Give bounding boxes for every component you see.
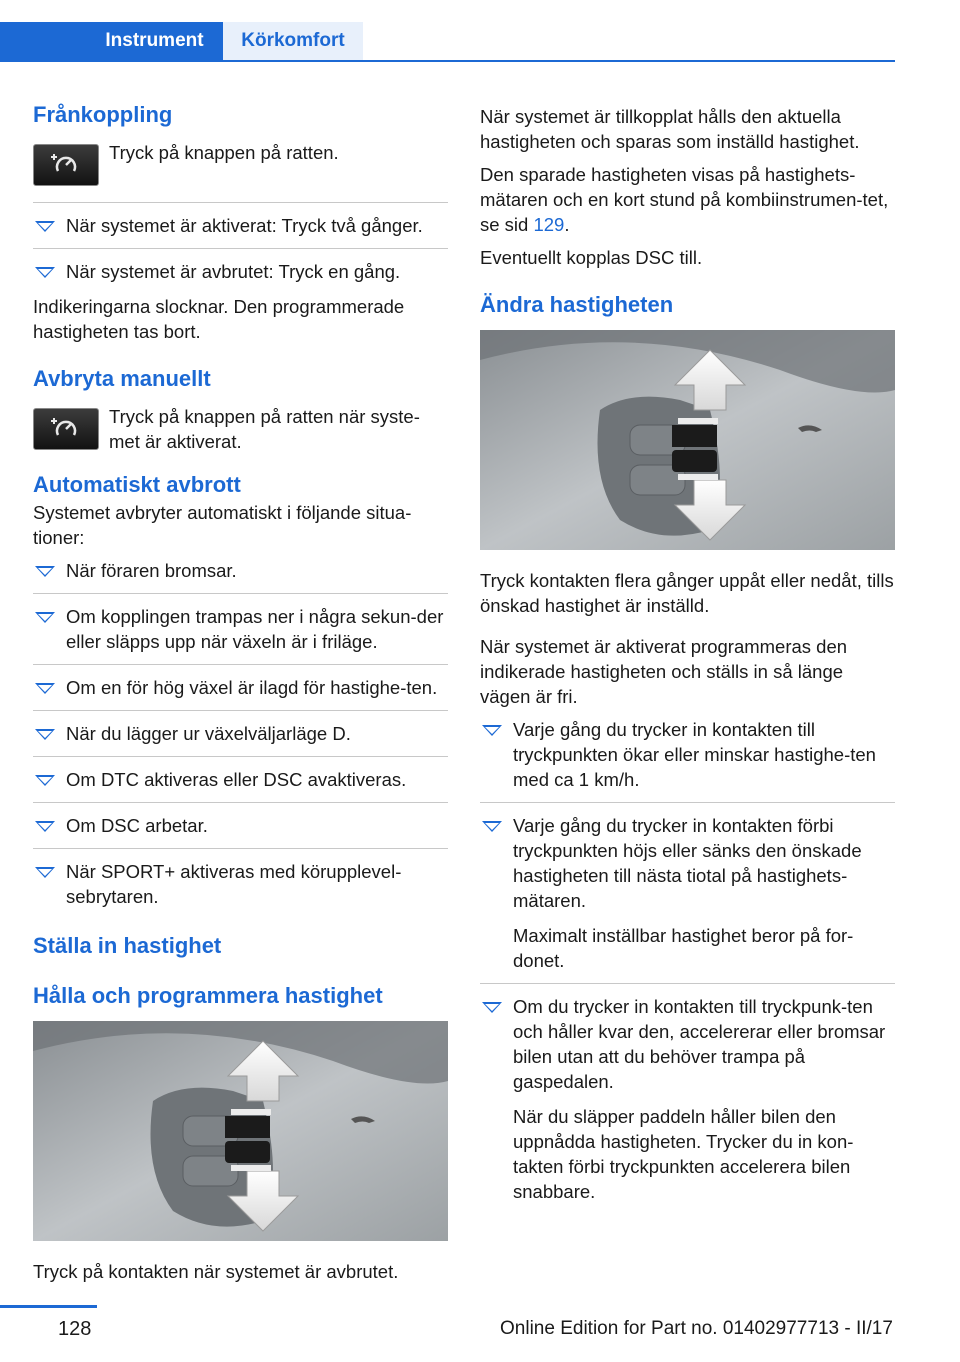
triangle-bullet-icon	[35, 221, 55, 232]
footer-accent-line	[0, 1305, 97, 1308]
triangle-bullet-icon	[482, 725, 502, 736]
page-number: 128	[58, 1318, 92, 1340]
divider	[33, 664, 448, 665]
edition-text: Online Edition for Part no. 01402977713 - II/17	[500, 1318, 893, 1339]
left-column	[33, 100, 448, 1292]
divider	[480, 802, 895, 803]
right-column	[480, 104, 895, 1214]
tab-instrument[interactable]: Instrument	[0, 22, 223, 60]
list-item: Om DTC aktiveras eller DSC avaktiveras.	[33, 767, 448, 792]
frankoppling-after: Indikeringarna slocknar. Den programmerade hastigheten tas bort.	[33, 296, 405, 342]
list-item: När SPORT+ aktiveras med körupplevel‐sebrytaren.	[33, 859, 448, 909]
list-item: När du lägger ur växelväljarläge D.	[33, 721, 448, 746]
list-item: Om en för hög växel är ilagd för hastighe‐ten.	[33, 675, 448, 700]
heading-halla: Hålla och programmera hastighet	[33, 983, 383, 1008]
cruise-control-button-icon	[33, 144, 99, 186]
divider	[33, 202, 448, 203]
divider	[33, 710, 448, 711]
page-link-129[interactable]: 129	[533, 214, 565, 235]
paragraph: Den sparade hastigheten visas på hastighets‐mätaren och en kort stund på kombiinstrumen‐tet, se sid 129.	[480, 164, 889, 235]
paragraph: När systemet är aktiverat programmeras den indikerade hastigheten och ställs in så länge vägen är fri.	[480, 636, 848, 707]
triangle-bullet-icon	[35, 612, 55, 623]
divider	[33, 248, 448, 249]
list-item: Om du trycker in kontakten till tryckpunk‐ten och håller kvar den, accelererar eller bromsar bilen utan att du behöver trampa på gaspedalen.	[480, 994, 895, 1094]
heading-frankoppling: Frånkoppling	[33, 102, 173, 127]
list-item: När systemet är avbrutet: Tryck en gång.	[33, 259, 448, 284]
steering-wheel-photo	[480, 330, 895, 550]
paragraph: Tryck kontakten flera gånger uppåt eller nedåt, tills önskad hastighet är inställd.	[480, 570, 894, 616]
heading-avbryta: Avbryta manuellt	[33, 366, 211, 391]
divider	[33, 802, 448, 803]
cruise-control-button-icon	[33, 408, 99, 450]
list-item-sub: När du släpper paddeln håller bilen den uppnådda hastigheten. Trycker du in kon‐takten förbi tryckpunkten accelerera bilen snabbare.	[513, 1106, 854, 1202]
heading-andra: Ändra hastigheten	[480, 292, 674, 317]
paragraph: Eventuellt kopplas DSC till.	[480, 247, 703, 268]
divider	[33, 593, 448, 594]
paragraph: När systemet är tillkopplat hålls den aktuella hastigheten och sparas som inställd hastighet.	[480, 106, 860, 152]
triangle-bullet-icon	[35, 683, 55, 694]
list-item: Varje gång du trycker in kontakten förbi tryckpunkten höjs eller sänks den önskade hastigheten till nästa tiotal på hastighets‐mätaren.	[480, 813, 895, 913]
list-item: Varje gång du trycker in kontakten till tryckpunkten ökar eller minskar hastighe‐ten med ca 1 km/h.	[480, 717, 895, 792]
list-item-sub: Maximalt inställbar hastighet beror på for‐donet.	[513, 925, 854, 971]
frankoppling-row	[33, 140, 448, 186]
heading-stalla: Ställa in hastighet	[33, 933, 222, 958]
avbryta-row	[33, 404, 448, 454]
triangle-bullet-icon	[482, 1002, 502, 1013]
tab-korkomfort[interactable]: Körkomfort	[223, 22, 363, 60]
triangle-bullet-icon	[35, 821, 55, 832]
frankoppling-text: Tryck på knappen på ratten.	[109, 142, 339, 163]
steering-wheel-photo	[33, 1021, 448, 1241]
triangle-bullet-icon	[35, 729, 55, 740]
header-divider	[0, 60, 895, 62]
triangle-bullet-icon	[35, 867, 55, 878]
list-item: Om kopplingen trampas ner i några sekun‐der eller släpps upp när växeln är i friläge.	[33, 604, 448, 654]
divider	[33, 756, 448, 757]
avbryta-text: Tryck på knappen på ratten när syste‐met är aktiverat.	[109, 406, 420, 452]
triangle-bullet-icon	[482, 821, 502, 832]
heading-automatiskt: Automatiskt avbrott	[33, 472, 241, 497]
divider	[480, 983, 895, 984]
triangle-bullet-icon	[35, 566, 55, 577]
header-tabs	[0, 0, 895, 62]
list-item: När föraren bromsar.	[33, 558, 448, 583]
automatiskt-intro: Systemet avbryter automatiskt i följande situa‐tioner:	[33, 502, 412, 548]
divider	[33, 848, 448, 849]
triangle-bullet-icon	[35, 775, 55, 786]
list-item: Om DSC arbetar.	[33, 813, 448, 838]
triangle-bullet-icon	[35, 267, 55, 278]
photo-caption: Tryck på kontakten när systemet är avbrutet.	[33, 1261, 399, 1282]
list-item: När systemet är aktiverat: Tryck två gånger.	[33, 213, 448, 238]
